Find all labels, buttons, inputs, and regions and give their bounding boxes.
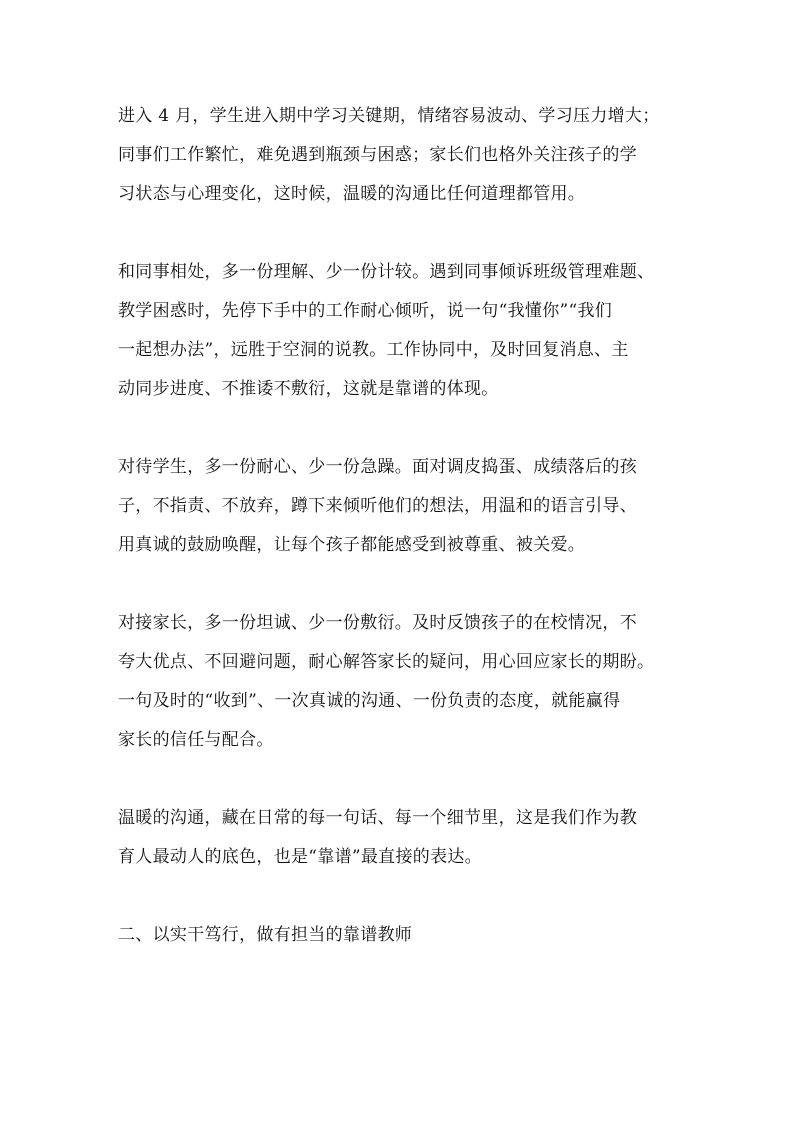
text-line: 习状态与心理变化，这时候，温暖的沟通比任何道理都管用。 (118, 184, 586, 204)
text-line: 一句及时的“收到”、一次真诚的沟通、一份负责的态度，就能赢得 (118, 691, 621, 711)
paragraph-colleagues (118, 253, 678, 409)
text-line: 对待学生，多一份耐心、少一份急躁。面对调皮捣蛋、成绩落后的孩 (118, 457, 637, 477)
text-line: 同事们工作繁忙，难免遇到瓶颈与困惑；家长们也格外关注孩子的学 (118, 145, 637, 165)
paragraph-summary (118, 799, 678, 877)
text-line: 子，不指责、不放弃，蹲下来倾听他们的想法，用温和的语言引导、 (118, 496, 637, 516)
text-line: 家长的信任与配合。 (118, 730, 274, 750)
text-line: 一起想办法”，远胜于空洞的说教。工作协同中，及时回复消息、主 (118, 340, 629, 360)
paragraph-parents (118, 604, 678, 760)
text-line: 育人最动人的底色，也是“靠谱”最直接的表达。 (118, 847, 482, 867)
paragraph-students (118, 448, 678, 565)
text-line: 用真诚的鼓励唤醒，让每个孩子都能感受到被尊重、被关爱。 (118, 535, 586, 555)
document-body (118, 97, 678, 955)
text-line: 和同事相处，多一份理解、少一份计较。遇到同事倾诉班级管理难题、 (118, 262, 655, 282)
paragraph-exam-period (118, 97, 678, 214)
text-line: 教学困惑时，先停下手中的工作耐心倾听，说一句“我懂你”“我们 (118, 301, 613, 321)
text-line: 对接家长，多一份坦诚、少一份敷衍。及时反馈孩子的在校情况，不 (118, 613, 637, 633)
text-line: 夸大优点、不回避问题，耐心解答家长的疑问，用心回应家长的期盼。 (118, 652, 655, 672)
section-heading: 二、以实干笃行，做有担当的靠谱教师 (118, 925, 413, 945)
text-line: 动同步进度、不推诿不敷衍，这就是靠谱的体现。 (118, 379, 499, 399)
text-line: 进入 4 月，学生进入期中学习关键期，情绪容易波动、学习压力增大； (118, 106, 660, 126)
text-line: 温暖的沟通，藏在日常的每一句话、每一个细节里，这是我们作为教 (118, 808, 637, 828)
